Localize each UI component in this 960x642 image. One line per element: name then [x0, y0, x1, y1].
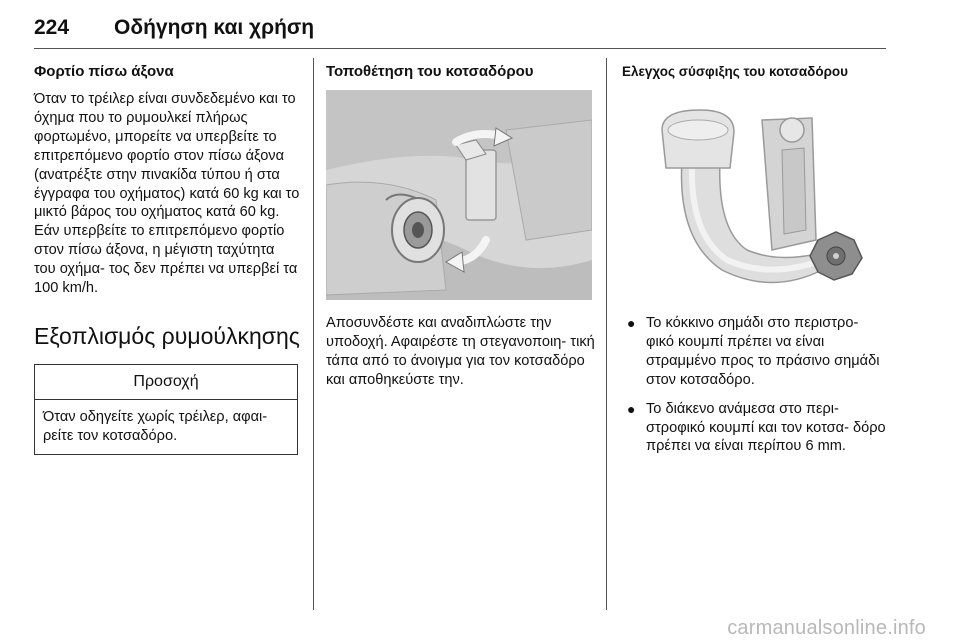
list-item-text: Το κόκκινο σημάδι στο περιστρο- φικό κουμπί πρέπει να είναι στραμμένο προς το πράσινο σημάδι στον κοτσαδόρο. [646, 315, 880, 388]
page-number: 224 [34, 16, 70, 39]
column-divider-1 [313, 58, 314, 610]
towbar-hook-illustration [622, 90, 888, 300]
column-installation [326, 62, 596, 390]
column-divider-2 [606, 58, 607, 610]
towbar-socket-illustration [326, 90, 592, 300]
towing-equipment-heading: Εξοπλισμός ρυμούλκησης [34, 322, 300, 349]
tightness-check-heading: Ελεγχος σύσφιξης του κοτσαδόρου [622, 64, 849, 79]
watermark-text: carmanualsonline.info [727, 617, 926, 639]
list-item [622, 314, 888, 390]
installation-heading: Τοποθέτηση του κοτσαδόρου [326, 63, 534, 80]
axle-load-heading: Φορτίο πίσω άξονα [34, 63, 174, 80]
caution-box [34, 364, 298, 455]
page-header [34, 12, 886, 49]
list-item [622, 400, 888, 457]
column-tightness-check [622, 62, 888, 466]
installation-text: Αποσυνδέστε και αναδιπλώστε την υποδοχή. Αφαιρέστε τη στεγανοποιη- τική τάπα από το άνοιγμα για τον κοτσαδόρο και αποθηκεύστε την. [326, 315, 595, 388]
tightness-check-list [622, 314, 888, 456]
column-axle-load [34, 62, 300, 455]
caution-title: Προσοχή [35, 365, 297, 400]
bullet-icon: ● [627, 400, 636, 417]
axle-load-text: Όταν το τρέιλερ είναι συνδεδεμένο και το όχημα που το ρυμουλκεί πλήρως φορτωμένο, μπορείτε να υπερβείτε το επιτρεπόμενο φορτίο στον πίσω άξονα (ανατρέξτε στην πινακίδα τύπου ή στα έγγραφα του οχήματος) κατά 60 kg και το μικτό βάρος του οχήματος κατά 60 kg. Εάν υπερβείτε το επιτρεπόμενο φορτίο στον πίσω άξονα, η μέγιστη ταχύτητα του οχήμα- τος δεν πρέπει να υπερβεί τα 100 km/h. [34, 91, 300, 297]
list-item-text: Το διάκενο ανάμεσα στο περι- στροφικό κουμπί και τον κοτσα- δόρο πρέπει να είναι περίπου 6 mm. [646, 400, 886, 455]
chapter-title: Οδήγηση και χρήση [114, 16, 315, 39]
bullet-icon: ● [627, 315, 636, 331]
caution-text: Όταν οδηγείτε χωρίς τρέιλερ, αφαι- ρείτε τον κοτσαδόρο. [43, 408, 268, 444]
